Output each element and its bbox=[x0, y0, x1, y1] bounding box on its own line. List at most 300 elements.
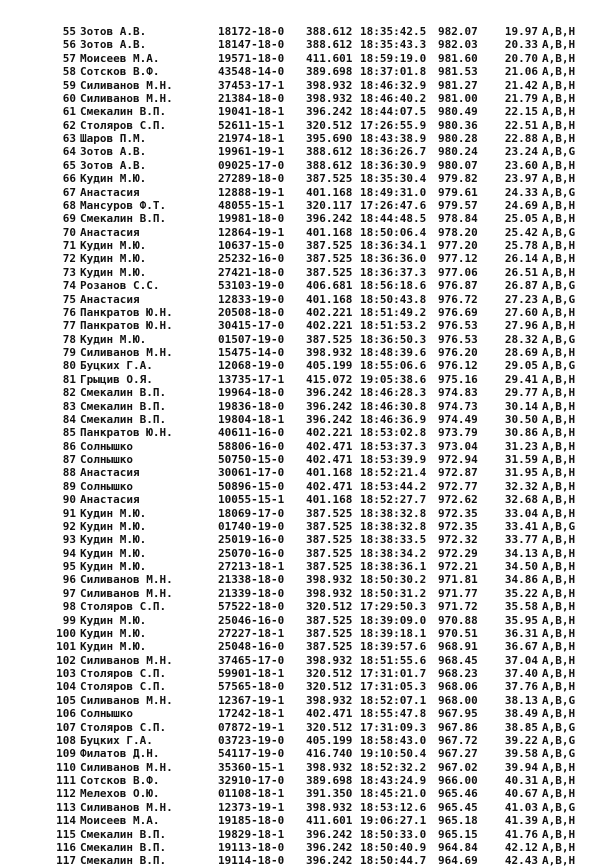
tags: A,B,H bbox=[542, 533, 576, 547]
percent: 30.50 bbox=[504, 412, 538, 426]
row-number: 59 bbox=[62, 78, 76, 92]
row-number: 78 bbox=[62, 332, 76, 346]
distance: 402.471 bbox=[306, 479, 353, 493]
tags: A,B,H bbox=[542, 760, 576, 774]
speed: 981.27 bbox=[438, 78, 478, 92]
ring-code: 48055-15-1 bbox=[218, 198, 285, 212]
distance: 388.612 bbox=[306, 38, 353, 52]
participant-name: Анастасия bbox=[80, 493, 140, 507]
tags: A,B,G bbox=[542, 185, 576, 199]
arrival-time: 19:10:50.4 bbox=[360, 747, 427, 761]
row-number: 88 bbox=[62, 466, 76, 480]
row-number: 61 bbox=[62, 105, 76, 119]
tags: A,B,H bbox=[542, 305, 576, 319]
participant-name: Смекалин В.П. bbox=[80, 105, 167, 119]
row-number: 85 bbox=[62, 426, 76, 440]
tags: A,B,G bbox=[542, 693, 576, 707]
row-number: 62 bbox=[62, 118, 76, 132]
row-number: 89 bbox=[62, 479, 76, 493]
ring-code: 12833-19-0 bbox=[218, 292, 285, 306]
ring-code: 57565-18-0 bbox=[218, 680, 285, 694]
distance: 398.932 bbox=[306, 78, 353, 92]
speed: 974.49 bbox=[438, 412, 478, 426]
percent: 39.58 bbox=[504, 747, 538, 761]
percent: 34.86 bbox=[504, 573, 538, 587]
table-row bbox=[50, 520, 590, 533]
ring-code: 12888-19-1 bbox=[218, 185, 285, 199]
speed: 967.86 bbox=[438, 720, 478, 734]
row-number: 103 bbox=[56, 667, 76, 680]
arrival-time: 18:38:34.2 bbox=[360, 546, 427, 560]
distance: 401.168 bbox=[306, 225, 353, 239]
speed: 966.00 bbox=[438, 774, 478, 787]
arrival-time: 18:51:53.2 bbox=[360, 319, 427, 333]
arrival-time: 18:36:36.0 bbox=[360, 252, 427, 266]
speed: 976.53 bbox=[438, 319, 478, 333]
distance: 398.932 bbox=[306, 91, 353, 105]
table-row bbox=[50, 694, 590, 707]
speed: 980.49 bbox=[438, 105, 478, 119]
row-number: 108 bbox=[56, 733, 76, 747]
row-number: 65 bbox=[62, 158, 76, 172]
row-number: 72 bbox=[62, 252, 76, 266]
participant-name: Силиванов М.Н. bbox=[80, 573, 173, 587]
distance: 396.242 bbox=[306, 827, 353, 841]
ring-code: 50896-15-0 bbox=[218, 479, 285, 493]
speed: 980.28 bbox=[438, 132, 478, 145]
tags: A,B,H bbox=[542, 573, 576, 587]
distance: 320.512 bbox=[306, 600, 353, 614]
arrival-time: 19:06:27.1 bbox=[360, 814, 427, 828]
distance: 387.525 bbox=[306, 613, 353, 627]
percent: 36.31 bbox=[504, 626, 538, 640]
speed: 964.84 bbox=[438, 840, 478, 854]
row-number: 106 bbox=[56, 707, 76, 721]
distance: 396.242 bbox=[306, 386, 353, 400]
ring-code: 19113-18-0 bbox=[218, 840, 285, 854]
ring-code: 58806-16-0 bbox=[218, 439, 285, 453]
participant-name: Солнышко bbox=[80, 453, 133, 466]
distance: 398.932 bbox=[306, 586, 353, 600]
row-number: 77 bbox=[62, 319, 76, 333]
tags: A,B,G bbox=[542, 225, 576, 239]
percent: 29.41 bbox=[504, 372, 538, 386]
speed: 968.00 bbox=[438, 693, 478, 707]
ring-code: 18069-17-0 bbox=[218, 506, 285, 520]
tags: A,B,H bbox=[542, 105, 576, 119]
distance: 387.525 bbox=[306, 546, 353, 560]
percent: 31.23 bbox=[504, 439, 538, 453]
table-row bbox=[50, 680, 590, 693]
speed: 965.15 bbox=[438, 827, 478, 841]
arrival-time: 17:31:05.3 bbox=[360, 680, 427, 694]
percent: 35.95 bbox=[504, 613, 538, 627]
speed: 968.23 bbox=[438, 667, 478, 680]
tags: A,B,H bbox=[542, 827, 576, 841]
percent: 33.41 bbox=[504, 519, 538, 533]
row-number: 98 bbox=[62, 600, 76, 614]
table-row bbox=[50, 252, 590, 265]
tags: A,B,H bbox=[542, 667, 576, 680]
participant-name: Кудин М.Ю. bbox=[80, 519, 147, 533]
speed: 981.60 bbox=[438, 51, 478, 65]
distance: 411.601 bbox=[306, 814, 353, 828]
participant-name: Силиванов М.Н. bbox=[80, 693, 173, 707]
participant-name: Розанов С.С. bbox=[80, 279, 160, 293]
speed: 976.53 bbox=[438, 332, 478, 346]
speed: 978.84 bbox=[438, 212, 478, 226]
row-number: 87 bbox=[62, 453, 76, 466]
table-row bbox=[50, 119, 590, 132]
percent: 29.77 bbox=[504, 386, 538, 400]
percent: 42.43 bbox=[504, 854, 538, 868]
speed: 972.35 bbox=[438, 519, 478, 533]
speed: 972.35 bbox=[438, 506, 478, 520]
row-number: 60 bbox=[62, 91, 76, 105]
participant-name: Смекалин В.П. bbox=[80, 827, 167, 841]
tags: A,B,H bbox=[542, 346, 576, 359]
participant-name: Силиванов М.Н. bbox=[80, 586, 173, 600]
ring-code: 13735-17-1 bbox=[218, 372, 285, 386]
tags: A,B,H bbox=[542, 65, 576, 79]
row-number: 70 bbox=[62, 225, 76, 239]
percent: 42.12 bbox=[504, 840, 538, 854]
participant-name: Силиванов М.Н. bbox=[80, 653, 173, 667]
arrival-time: 17:31:09.3 bbox=[360, 720, 427, 734]
tags: A,B,G bbox=[542, 720, 576, 734]
percent: 41.39 bbox=[504, 814, 538, 828]
arrival-time: 18:44:48.5 bbox=[360, 212, 427, 226]
ring-code: 52611-15-1 bbox=[218, 118, 285, 132]
arrival-time: 18:59:19.0 bbox=[360, 51, 427, 65]
speed: 979.61 bbox=[438, 185, 478, 199]
arrival-time: 18:35:43.3 bbox=[360, 38, 427, 52]
row-number: 92 bbox=[62, 519, 76, 533]
percent: 28.32 bbox=[504, 332, 538, 346]
arrival-time: 17:26:47.6 bbox=[360, 198, 427, 212]
distance: 396.242 bbox=[306, 212, 353, 226]
tags: A,B,H bbox=[542, 212, 576, 226]
speed: 973.79 bbox=[438, 426, 478, 440]
speed: 978.20 bbox=[438, 225, 478, 239]
ring-code: 21974-18-1 bbox=[218, 132, 285, 145]
distance: 411.601 bbox=[306, 51, 353, 65]
arrival-time: 18:39:09.0 bbox=[360, 613, 427, 627]
percent: 27.96 bbox=[504, 319, 538, 333]
table-row bbox=[50, 707, 590, 720]
participant-name: Кудин М.Ю. bbox=[80, 506, 147, 520]
ring-code: 32910-17-0 bbox=[218, 774, 285, 787]
row-number: 68 bbox=[62, 198, 76, 212]
row-number: 90 bbox=[62, 493, 76, 507]
distance: 387.525 bbox=[306, 640, 353, 654]
row-number: 112 bbox=[56, 787, 76, 801]
row-number: 69 bbox=[62, 212, 76, 226]
tags: A,B,H bbox=[542, 626, 576, 640]
participant-name: Кудин М.Ю. bbox=[80, 626, 147, 640]
row-number: 107 bbox=[56, 720, 76, 734]
speed: 968.91 bbox=[438, 640, 478, 654]
table-row bbox=[50, 507, 590, 520]
distance: 398.932 bbox=[306, 653, 353, 667]
ring-code: 07872-19-1 bbox=[218, 720, 285, 734]
participant-name: Смекалин В.П. bbox=[80, 212, 167, 226]
participant-name: Столяров С.П. bbox=[80, 118, 167, 132]
speed: 981.53 bbox=[438, 65, 478, 79]
arrival-time: 18:48:39.6 bbox=[360, 346, 427, 359]
arrival-time: 18:52:07.1 bbox=[360, 693, 427, 707]
tags: A,B,G bbox=[542, 733, 576, 747]
participant-name: Солнышко bbox=[80, 707, 133, 721]
participant-name: Кудин М.Ю. bbox=[80, 533, 147, 547]
ring-code: 40611-16-0 bbox=[218, 426, 285, 440]
participant-name: Анастасия bbox=[80, 292, 140, 306]
percent: 27.23 bbox=[504, 292, 538, 306]
participant-name: Кудин М.Ю. bbox=[80, 239, 147, 252]
table-row bbox=[50, 186, 590, 199]
distance: 320.117 bbox=[306, 198, 353, 212]
arrival-time: 18:38:33.5 bbox=[360, 533, 427, 547]
speed: 972.94 bbox=[438, 453, 478, 466]
tags: A,B,H bbox=[542, 78, 576, 92]
row-number: 82 bbox=[62, 386, 76, 400]
distance: 388.612 bbox=[306, 158, 353, 172]
percent: 32.32 bbox=[504, 479, 538, 493]
row-number: 64 bbox=[62, 145, 76, 159]
arrival-time: 18:36:50.3 bbox=[360, 332, 427, 346]
table-row bbox=[50, 132, 590, 145]
participant-name: Силиванов М.Н. bbox=[80, 760, 173, 774]
row-number: 75 bbox=[62, 292, 76, 306]
table-row bbox=[50, 774, 590, 787]
row-number: 83 bbox=[62, 399, 76, 413]
percent: 23.60 bbox=[504, 158, 538, 172]
table-row bbox=[50, 38, 590, 51]
arrival-time: 18:53:12.6 bbox=[360, 800, 427, 814]
arrival-time: 18:38:32.8 bbox=[360, 506, 427, 520]
participant-name: Анастасия bbox=[80, 466, 140, 480]
row-number: 66 bbox=[62, 172, 76, 186]
participant-name: Мансуров Ф.Т. bbox=[80, 198, 167, 212]
participant-name: Столяров С.П. bbox=[80, 667, 167, 680]
table-row bbox=[50, 386, 590, 399]
table-row bbox=[50, 828, 590, 841]
participant-name: Смекалин В.П. bbox=[80, 412, 167, 426]
table-row bbox=[50, 587, 590, 600]
distance: 387.525 bbox=[306, 560, 353, 573]
tags: A,B,H bbox=[542, 252, 576, 266]
distance: 396.242 bbox=[306, 854, 353, 868]
distance: 320.512 bbox=[306, 667, 353, 680]
tags: A,B,G bbox=[542, 292, 576, 306]
arrival-time: 18:55:47.8 bbox=[360, 707, 427, 721]
tags: A,B,H bbox=[542, 707, 576, 721]
participant-name: Кудин М.Ю. bbox=[80, 172, 147, 186]
distance: 402.221 bbox=[306, 319, 353, 333]
tags: A,B,H bbox=[542, 386, 576, 400]
ring-code: 12367-19-1 bbox=[218, 693, 285, 707]
distance: 402.471 bbox=[306, 453, 353, 466]
distance: 416.740 bbox=[306, 747, 353, 761]
percent: 25.05 bbox=[504, 212, 538, 226]
speed: 979.57 bbox=[438, 198, 478, 212]
ring-code: 37453-17-1 bbox=[218, 78, 285, 92]
participant-name: Панкратов Ю.Н. bbox=[80, 305, 173, 319]
percent: 32.68 bbox=[504, 493, 538, 507]
tags: A,B,H bbox=[542, 265, 576, 279]
table-row bbox=[50, 440, 590, 453]
table-row bbox=[50, 654, 590, 667]
speed: 982.07 bbox=[438, 25, 478, 38]
ring-code: 25232-16-0 bbox=[218, 252, 285, 266]
participant-name: Силиванов М.Н. bbox=[80, 800, 173, 814]
percent: 21.42 bbox=[504, 78, 538, 92]
arrival-time: 18:51:49.2 bbox=[360, 305, 427, 319]
percent: 22.51 bbox=[504, 118, 538, 132]
arrival-time: 18:46:28.3 bbox=[360, 386, 427, 400]
arrival-time: 18:50:40.9 bbox=[360, 840, 427, 854]
row-number: 114 bbox=[56, 814, 76, 828]
tags: A,B,H bbox=[542, 493, 576, 507]
speed: 977.20 bbox=[438, 239, 478, 252]
tags: A,B,H bbox=[542, 38, 576, 52]
table-row bbox=[50, 493, 590, 506]
percent: 39.94 bbox=[504, 760, 538, 774]
row-number: 115 bbox=[56, 827, 76, 841]
speed: 982.03 bbox=[438, 38, 478, 52]
arrival-time: 18:50:33.0 bbox=[360, 827, 427, 841]
arrival-time: 18:39:18.1 bbox=[360, 626, 427, 640]
table-row bbox=[50, 787, 590, 800]
arrival-time: 18:36:34.1 bbox=[360, 239, 427, 252]
speed: 967.95 bbox=[438, 707, 478, 721]
row-number: 79 bbox=[62, 346, 76, 359]
percent: 34.13 bbox=[504, 546, 538, 560]
ring-code: 21338-18-0 bbox=[218, 573, 285, 587]
percent: 39.22 bbox=[504, 733, 538, 747]
arrival-time: 18:52:32.2 bbox=[360, 760, 427, 774]
percent: 37.76 bbox=[504, 680, 538, 694]
tags: A,B,H bbox=[542, 466, 576, 480]
participant-name: Панкратов Ю.Н. bbox=[80, 319, 173, 333]
tags: A,B,G bbox=[542, 145, 576, 159]
speed: 974.73 bbox=[438, 399, 478, 413]
ring-code: 19571-18-0 bbox=[218, 51, 285, 65]
table-row bbox=[50, 600, 590, 613]
table-row bbox=[50, 319, 590, 332]
row-number: 113 bbox=[56, 800, 76, 814]
row-number: 63 bbox=[62, 132, 76, 145]
ring-code: 12864-19-1 bbox=[218, 225, 285, 239]
table-row bbox=[50, 413, 590, 426]
arrival-time: 17:29:50.3 bbox=[360, 600, 427, 614]
ring-code: 27289-18-0 bbox=[218, 172, 285, 186]
table-row bbox=[50, 359, 590, 372]
table-row bbox=[50, 533, 590, 546]
percent: 19.97 bbox=[504, 25, 538, 38]
participant-name: Филатов Д.Н. bbox=[80, 747, 160, 761]
arrival-time: 18:45:21.0 bbox=[360, 787, 427, 801]
arrival-time: 18:36:37.3 bbox=[360, 265, 427, 279]
tags: A,B,H bbox=[542, 426, 576, 440]
distance: 387.525 bbox=[306, 506, 353, 520]
participant-name: Буцких Г.А. bbox=[80, 733, 153, 747]
ring-code: 09025-17-0 bbox=[218, 158, 285, 172]
arrival-time: 18:55:06.6 bbox=[360, 359, 427, 373]
distance: 395.690 bbox=[306, 132, 353, 145]
ring-code: 25070-16-0 bbox=[218, 546, 285, 560]
row-number: 86 bbox=[62, 439, 76, 453]
participant-name: Силиванов М.Н. bbox=[80, 346, 173, 359]
distance: 387.525 bbox=[306, 172, 353, 186]
table-row bbox=[50, 640, 590, 653]
row-number: 91 bbox=[62, 506, 76, 520]
tags: A,B,H bbox=[542, 854, 576, 868]
speed: 974.83 bbox=[438, 386, 478, 400]
row-number: 74 bbox=[62, 279, 76, 293]
arrival-time: 18:46:32.9 bbox=[360, 78, 427, 92]
distance: 396.242 bbox=[306, 105, 353, 119]
row-number: 109 bbox=[56, 747, 76, 761]
distance: 401.168 bbox=[306, 493, 353, 507]
speed: 976.72 bbox=[438, 292, 478, 306]
ring-code: 37465-17-0 bbox=[218, 653, 285, 667]
speed: 976.69 bbox=[438, 305, 478, 319]
row-number: 96 bbox=[62, 573, 76, 587]
percent: 20.70 bbox=[504, 51, 538, 65]
speed: 970.51 bbox=[438, 626, 478, 640]
speed: 967.02 bbox=[438, 760, 478, 774]
ring-code: 30061-17-0 bbox=[218, 466, 285, 480]
arrival-time: 18:43:24.9 bbox=[360, 774, 427, 787]
tags: A,B,G bbox=[542, 332, 576, 346]
arrival-time: 18:36:26.7 bbox=[360, 145, 427, 159]
distance: 402.471 bbox=[306, 439, 353, 453]
participant-name: Зотов А.В. bbox=[80, 145, 147, 159]
table-row bbox=[50, 266, 590, 279]
table-row bbox=[50, 761, 590, 774]
distance: 398.932 bbox=[306, 800, 353, 814]
distance: 401.168 bbox=[306, 292, 353, 306]
percent: 38.13 bbox=[504, 693, 538, 707]
distance: 406.681 bbox=[306, 279, 353, 293]
table-row bbox=[50, 212, 590, 225]
participant-name: Кудин М.Ю. bbox=[80, 613, 147, 627]
distance: 398.932 bbox=[306, 693, 353, 707]
table-row bbox=[50, 239, 590, 252]
arrival-time: 18:36:30.9 bbox=[360, 158, 427, 172]
table-row bbox=[50, 573, 590, 586]
speed: 977.12 bbox=[438, 252, 478, 266]
speed: 967.72 bbox=[438, 733, 478, 747]
row-number: 76 bbox=[62, 305, 76, 319]
percent: 40.31 bbox=[504, 774, 538, 787]
arrival-time: 19:05:38.6 bbox=[360, 372, 427, 386]
table-row bbox=[50, 721, 590, 734]
distance: 396.242 bbox=[306, 412, 353, 426]
table-row bbox=[50, 426, 590, 439]
table-row bbox=[50, 560, 590, 573]
arrival-time: 18:52:21.4 bbox=[360, 466, 427, 480]
ring-code: 27227-18-1 bbox=[218, 626, 285, 640]
row-number: 105 bbox=[56, 693, 76, 707]
arrival-time: 18:50:31.2 bbox=[360, 586, 427, 600]
speed: 981.00 bbox=[438, 91, 478, 105]
ring-code: 19185-18-0 bbox=[218, 814, 285, 828]
row-number: 94 bbox=[62, 546, 76, 560]
arrival-time: 18:52:27.7 bbox=[360, 493, 427, 507]
participant-name: Столяров С.П. bbox=[80, 720, 167, 734]
